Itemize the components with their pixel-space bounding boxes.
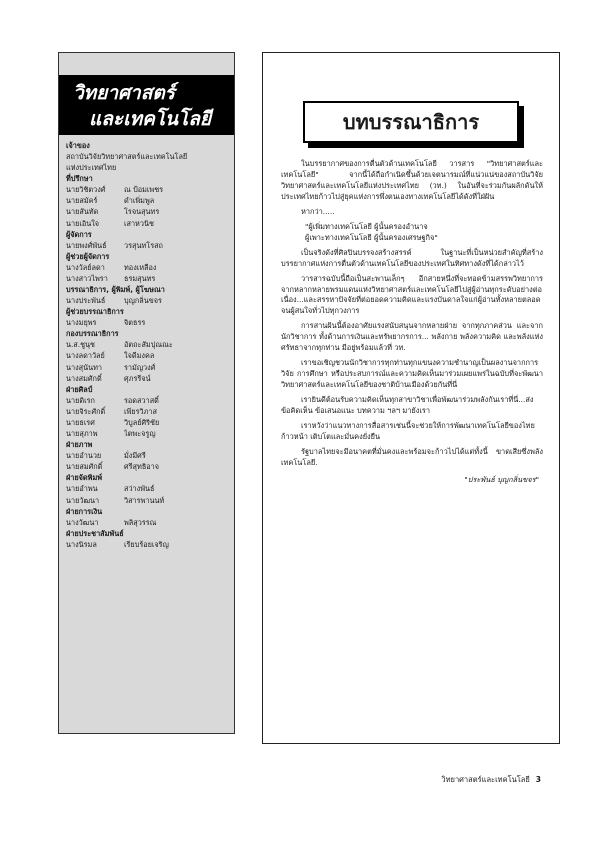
staff-first-name: นายสันทัด xyxy=(66,207,99,217)
staff-section-heading: ฝ่ายประชาสัมพันธ์ xyxy=(66,528,124,538)
staff-last-name: เพียรวิภาส xyxy=(124,406,157,416)
quote-line: "ผู้เพิ่มทางเทคโนโลยี ผู้นั้นครองอำนาจ xyxy=(305,221,428,231)
staff-section-heading: ฝ่ายจัดพิมพ์ xyxy=(66,473,103,483)
editorial-paragraph: ในบรรยากาศของการตื่นตัวด้านเทคโนโลยี วารสาร "วิทยาศาสตร์และเทคโนโลยี" จากนี้ได้ถือกำเนิดขึ้นด้วยเจตนารมณ์ที่แน่วแน่ของสถาบันวิจัยวิทยาศาสตร์และเทคโนโลยีแห่งประเทศไทย (วท.) ในอันที่จะร่วมกันผลักดันให้ประเทศไทยก้าวไปสู่ยุคแห่งการพึ่งตนเองทางเทคโนโลยีได้ดังที่ใฝ่ฝัน xyxy=(281,159,543,201)
editorial-body xyxy=(281,159,543,486)
masthead-title-line1: วิทยาศาสตร์ xyxy=(73,82,175,104)
staff-section-heading: ฝ่ายภาพ xyxy=(66,440,93,450)
staff-entry xyxy=(66,539,232,550)
quote-line: ผู้เพาะทางเทคโนโลยี ผู้นั้นครองเศรษฐกิจ" xyxy=(305,232,438,242)
staff-last-name: ใจดีมงคล xyxy=(124,351,155,361)
staff-first-name: นายสมศักดิ์ xyxy=(66,462,103,472)
staff-section-heading: กองบรรณาธิการ xyxy=(66,329,119,339)
staff-last-name: วรสุนทโรสถ xyxy=(124,240,163,250)
staff-first-name: นายสุภาพ xyxy=(66,429,98,439)
editorial-paragraph: รัฐบาลไทยจะมีอนาคตที่มั่นคงและพร้อมจะก้าวไปได้แต่ทั้งนี้ ขาดเสียซึ่งพลังเทคโนโลยี. xyxy=(281,446,543,467)
staff-last-name: อัตถะสัมปุณณะ xyxy=(124,340,173,350)
masthead-title-line2: และเทคโนโลยี xyxy=(89,108,211,130)
staff-entry xyxy=(66,350,232,361)
editorial-box xyxy=(262,52,560,744)
staff-entry xyxy=(66,373,232,384)
staff-last-name: เรียบร้อยเจริญ xyxy=(124,539,169,549)
staff-entry xyxy=(66,206,232,217)
staff-entry xyxy=(66,417,232,428)
staff-entry xyxy=(66,395,232,406)
staff-first-name: นายพงศ์พันธ์ xyxy=(66,240,107,250)
staff-last-name: ศรีสุทธิอาจ xyxy=(124,462,160,472)
staff-first-name: นางวัฒนา xyxy=(66,517,99,527)
masthead-panel xyxy=(58,52,235,734)
staff-section-heading: ที่ปรึกษา xyxy=(66,174,93,184)
editorial-signature: "ประพันธ์ บุญกลิ่นขจร" xyxy=(464,474,539,484)
staff-entry xyxy=(66,218,232,229)
staff-first-name: นายวัฒนา xyxy=(66,495,100,505)
page-footer xyxy=(441,774,541,786)
staff-section-heading: ฝ่ายศิลป์ xyxy=(66,384,93,394)
staff-last-name: รามัญวงศ์ xyxy=(124,362,156,372)
staff-first-name: นางมยุพร xyxy=(66,318,97,328)
staff-first-name: นางสาวไพรา xyxy=(66,273,108,283)
staff-entry xyxy=(66,461,232,472)
staff-section-heading: ผู้ช่วยผู้จัดการ xyxy=(66,251,110,261)
staff-entry xyxy=(66,295,232,306)
staff-entry xyxy=(66,317,232,328)
editorial-title: บทบรรณาธิการ xyxy=(303,101,519,143)
staff-last-name: ศุภรรีจน์ xyxy=(124,373,151,383)
staff-last-name: เสาหวนิช xyxy=(124,218,154,228)
editorial-paragraph: การสานฝันนี้ต้องอาศัยแรงสนับสนุนจากหลายฝ่าย จากทุกภาคส่วน และจากนักวิชาการ ทั้งด้านการเงินและทรัพยากรการ... พลังกาย พลังความคิด และพลังแห่งศรัทธาจากทุกท่าน มีอยู่พร้อมแล้วที่ วท. xyxy=(281,321,543,353)
staff-first-name: นายวิชิตวงศ์ xyxy=(66,185,106,195)
staff-entry: แห่งประเทศไทย xyxy=(66,163,117,173)
staff-last-name: ดำเพิ่มพูล xyxy=(124,196,155,206)
masthead-logo xyxy=(59,75,234,135)
staff-first-name: นายอำนวย xyxy=(66,451,102,461)
staff-first-name: นางวัลย์ลดา xyxy=(66,262,105,272)
staff-first-name: นายธเรศ xyxy=(66,417,95,427)
staff-entry: สถาบันวิจัยวิทยาศาสตร์และเทคโนโลยี xyxy=(66,152,188,162)
staff-first-name: นางสุนันทา xyxy=(66,362,102,372)
staff-section-heading: ฝ่ายการเงิน xyxy=(66,506,103,516)
staff-entry xyxy=(66,273,232,284)
staff-entry xyxy=(66,406,232,417)
staff-first-name: นายจิระศักดิ์ xyxy=(66,406,106,416)
staff-last-name: ไตพะจรูญ xyxy=(124,429,156,439)
staff-first-name: นายสมัคร์ xyxy=(66,196,98,206)
staff-entry xyxy=(66,428,232,439)
staff-entry xyxy=(66,184,232,195)
staff-first-name: นางนิรมล xyxy=(66,539,97,549)
staff-last-name: บุญกลิ่นขจร xyxy=(124,296,162,306)
editorial-paragraph: เราขอเชิญชวนนักวิชาการทุกท่านทุกแขนงความชำนาญเป็นผลงานจากการวิจัย การศึกษา หรือประสบการณ์และความคิดเห็นมาร่วมเผยแพร่ในฉบับที่จะพัฒนาวิทยาศาสตร์และเทคโนโลยีของชาติบ้านเมืองด้วยกันที่นี่ xyxy=(281,358,543,390)
staff-first-name: นางลดาวัลย์ xyxy=(66,351,105,361)
staff-entry xyxy=(66,495,232,506)
staff-last-name: รอดสวาสดิ์ xyxy=(124,395,159,405)
staff-section-heading: เจ้าของ xyxy=(66,141,90,150)
staff-first-name: นางสมศักดิ์ xyxy=(66,373,102,383)
staff-entry xyxy=(66,240,232,251)
staff-entry xyxy=(66,483,232,494)
staff-section-heading: ผู้ช่วยบรรณาธิการ xyxy=(66,307,124,317)
staff-first-name: นายอำพน xyxy=(66,484,98,494)
staff-last-name: จิตธรร xyxy=(124,318,146,328)
page-number: 3 xyxy=(535,775,541,784)
editorial-paragraph: เรายินดีต้อนรับความคิดเห็นทุกสาขาวิชาเพื่อพัฒนาร่วมพลังกันเราที่นี่...ส่งข้อคิดเห็น ข้อเสนอแนะ บทความ ฯลฯ มายังเรา xyxy=(281,395,534,416)
staff-entry xyxy=(66,262,232,273)
staff-last-name: ณ ป้อมเพชร xyxy=(124,185,164,195)
staff-section-heading: ผู้จัดการ xyxy=(66,229,92,239)
editorial-paragraph: วารสารฉบับนี้ถือเป็นสะพานเล็กๆ อีกสายหนึ่งที่จะทอดข้ามสรรพวิทยาการจากหลากหลายพรมแดนแห่งวิทยาศาสตร์และเทคโนโลยีไปสู่ผู้อ่านทุกระดับอย่างต่อเนื่อง...และสรรหาปัจจัยที่ต่อยอดความคิดและแรงบันดาลใจแก่ผู้อ่านทั้งหลายตลอดจนผู้สนใจทั่วไปทุกวงการ xyxy=(281,273,543,316)
staff-last-name: มั่งมีศรี xyxy=(124,451,146,461)
staff-entry xyxy=(66,362,232,373)
footer-journal-name: วิทยาศาสตร์และเทคโนโลยี xyxy=(441,775,530,784)
staff-list xyxy=(66,140,232,550)
staff-last-name: โรจนสุนทร xyxy=(124,207,160,217)
staff-last-name: ธรมสุนทร xyxy=(124,273,156,283)
staff-first-name: น.ส.ชูนุช xyxy=(66,340,95,350)
staff-last-name: สว่างพันธ์ xyxy=(124,484,155,494)
staff-first-name: นายดิเรก xyxy=(66,395,95,405)
editorial-quote xyxy=(305,222,543,244)
staff-entry xyxy=(66,517,232,528)
staff-entry xyxy=(66,450,232,461)
staff-first-name: นางประพันธ์ xyxy=(66,296,106,306)
staff-section-heading: บรรณาธิการ, ผู้พิมพ์, ผู้โฆษณา xyxy=(66,285,165,295)
editorial-paragraph: เป็นจริงดังที่ศิลปินบรรจงสร้างสรรค์ ในฐานะที่เป็นหน่วยสำคัญที่สร้างบรรยากาศแห่งการตื่นตัวด้านเทคโนโลยีของประเทศในทิศทางดังที่ได้กล่าวไว้ xyxy=(281,247,543,268)
staff-entry xyxy=(66,195,232,206)
staff-entry xyxy=(66,339,232,350)
editorial-paragraph: เราหวังว่าแนวทางการสื่อสารเช่นนี้จะช่วยให้การพัฒนาเทคโนโลยีของไทยก้าวหน้า เติบโตและมั่นคงยั่งยืน xyxy=(281,421,535,441)
editorial-paragraph: หากว่า..... xyxy=(301,206,335,216)
staff-last-name: วิสารพานนท์ xyxy=(124,495,165,505)
staff-last-name: วิบูลย์ศิริชัย xyxy=(124,417,160,427)
staff-last-name: พลิสุวรรณ xyxy=(124,517,157,527)
staff-last-name: ทองเหลือง xyxy=(124,262,157,272)
staff-first-name: นายเอินใจ xyxy=(66,218,100,228)
